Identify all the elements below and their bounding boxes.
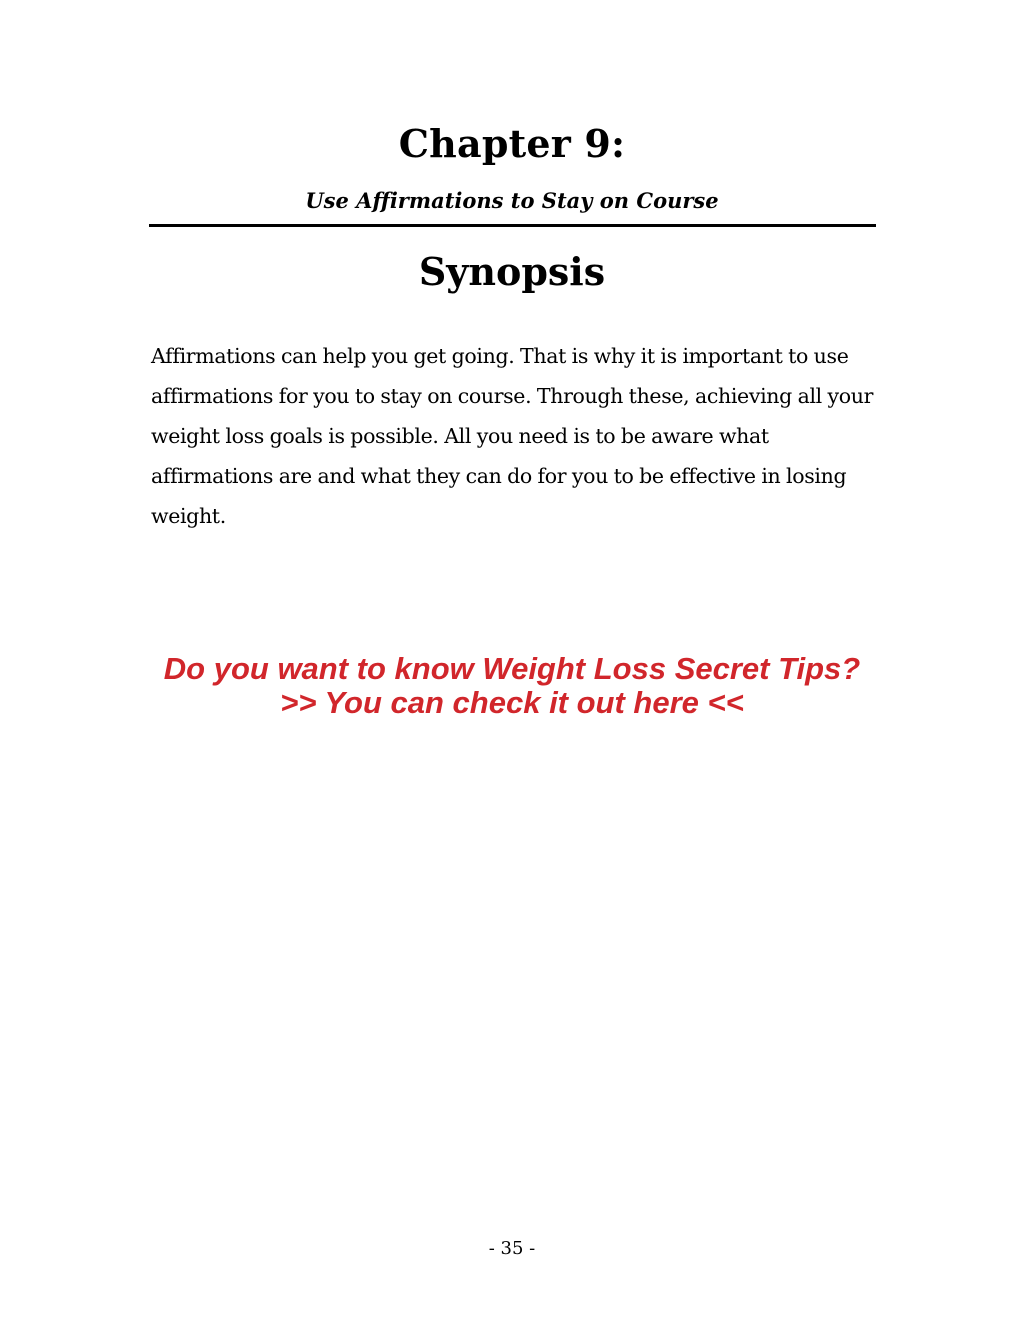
synopsis-paragraph: Affirmations can help you get going. That is why it is important to use affirmations for you to stay on course. Through these, achieving all your weight loss goals is possible. All you need is to be aware what affirmations are and what they can do for you to be effective in losing weight. — [151, 344, 874, 528]
title-divider — [149, 224, 876, 227]
promo-block — [0, 652, 1024, 720]
page-number: - 35 - — [488, 1238, 536, 1259]
chapter-title: Chapter 9: — [398, 121, 626, 166]
promo-headline-link[interactable]: Do you want to know Weight Loss Secret Tips? — [163, 651, 861, 686]
chapter-subtitle: Use Affirmations to Stay on Course — [305, 188, 719, 213]
promo-check-link[interactable]: >> You can check it out here << — [280, 685, 744, 720]
synopsis-heading: Synopsis — [418, 249, 606, 294]
